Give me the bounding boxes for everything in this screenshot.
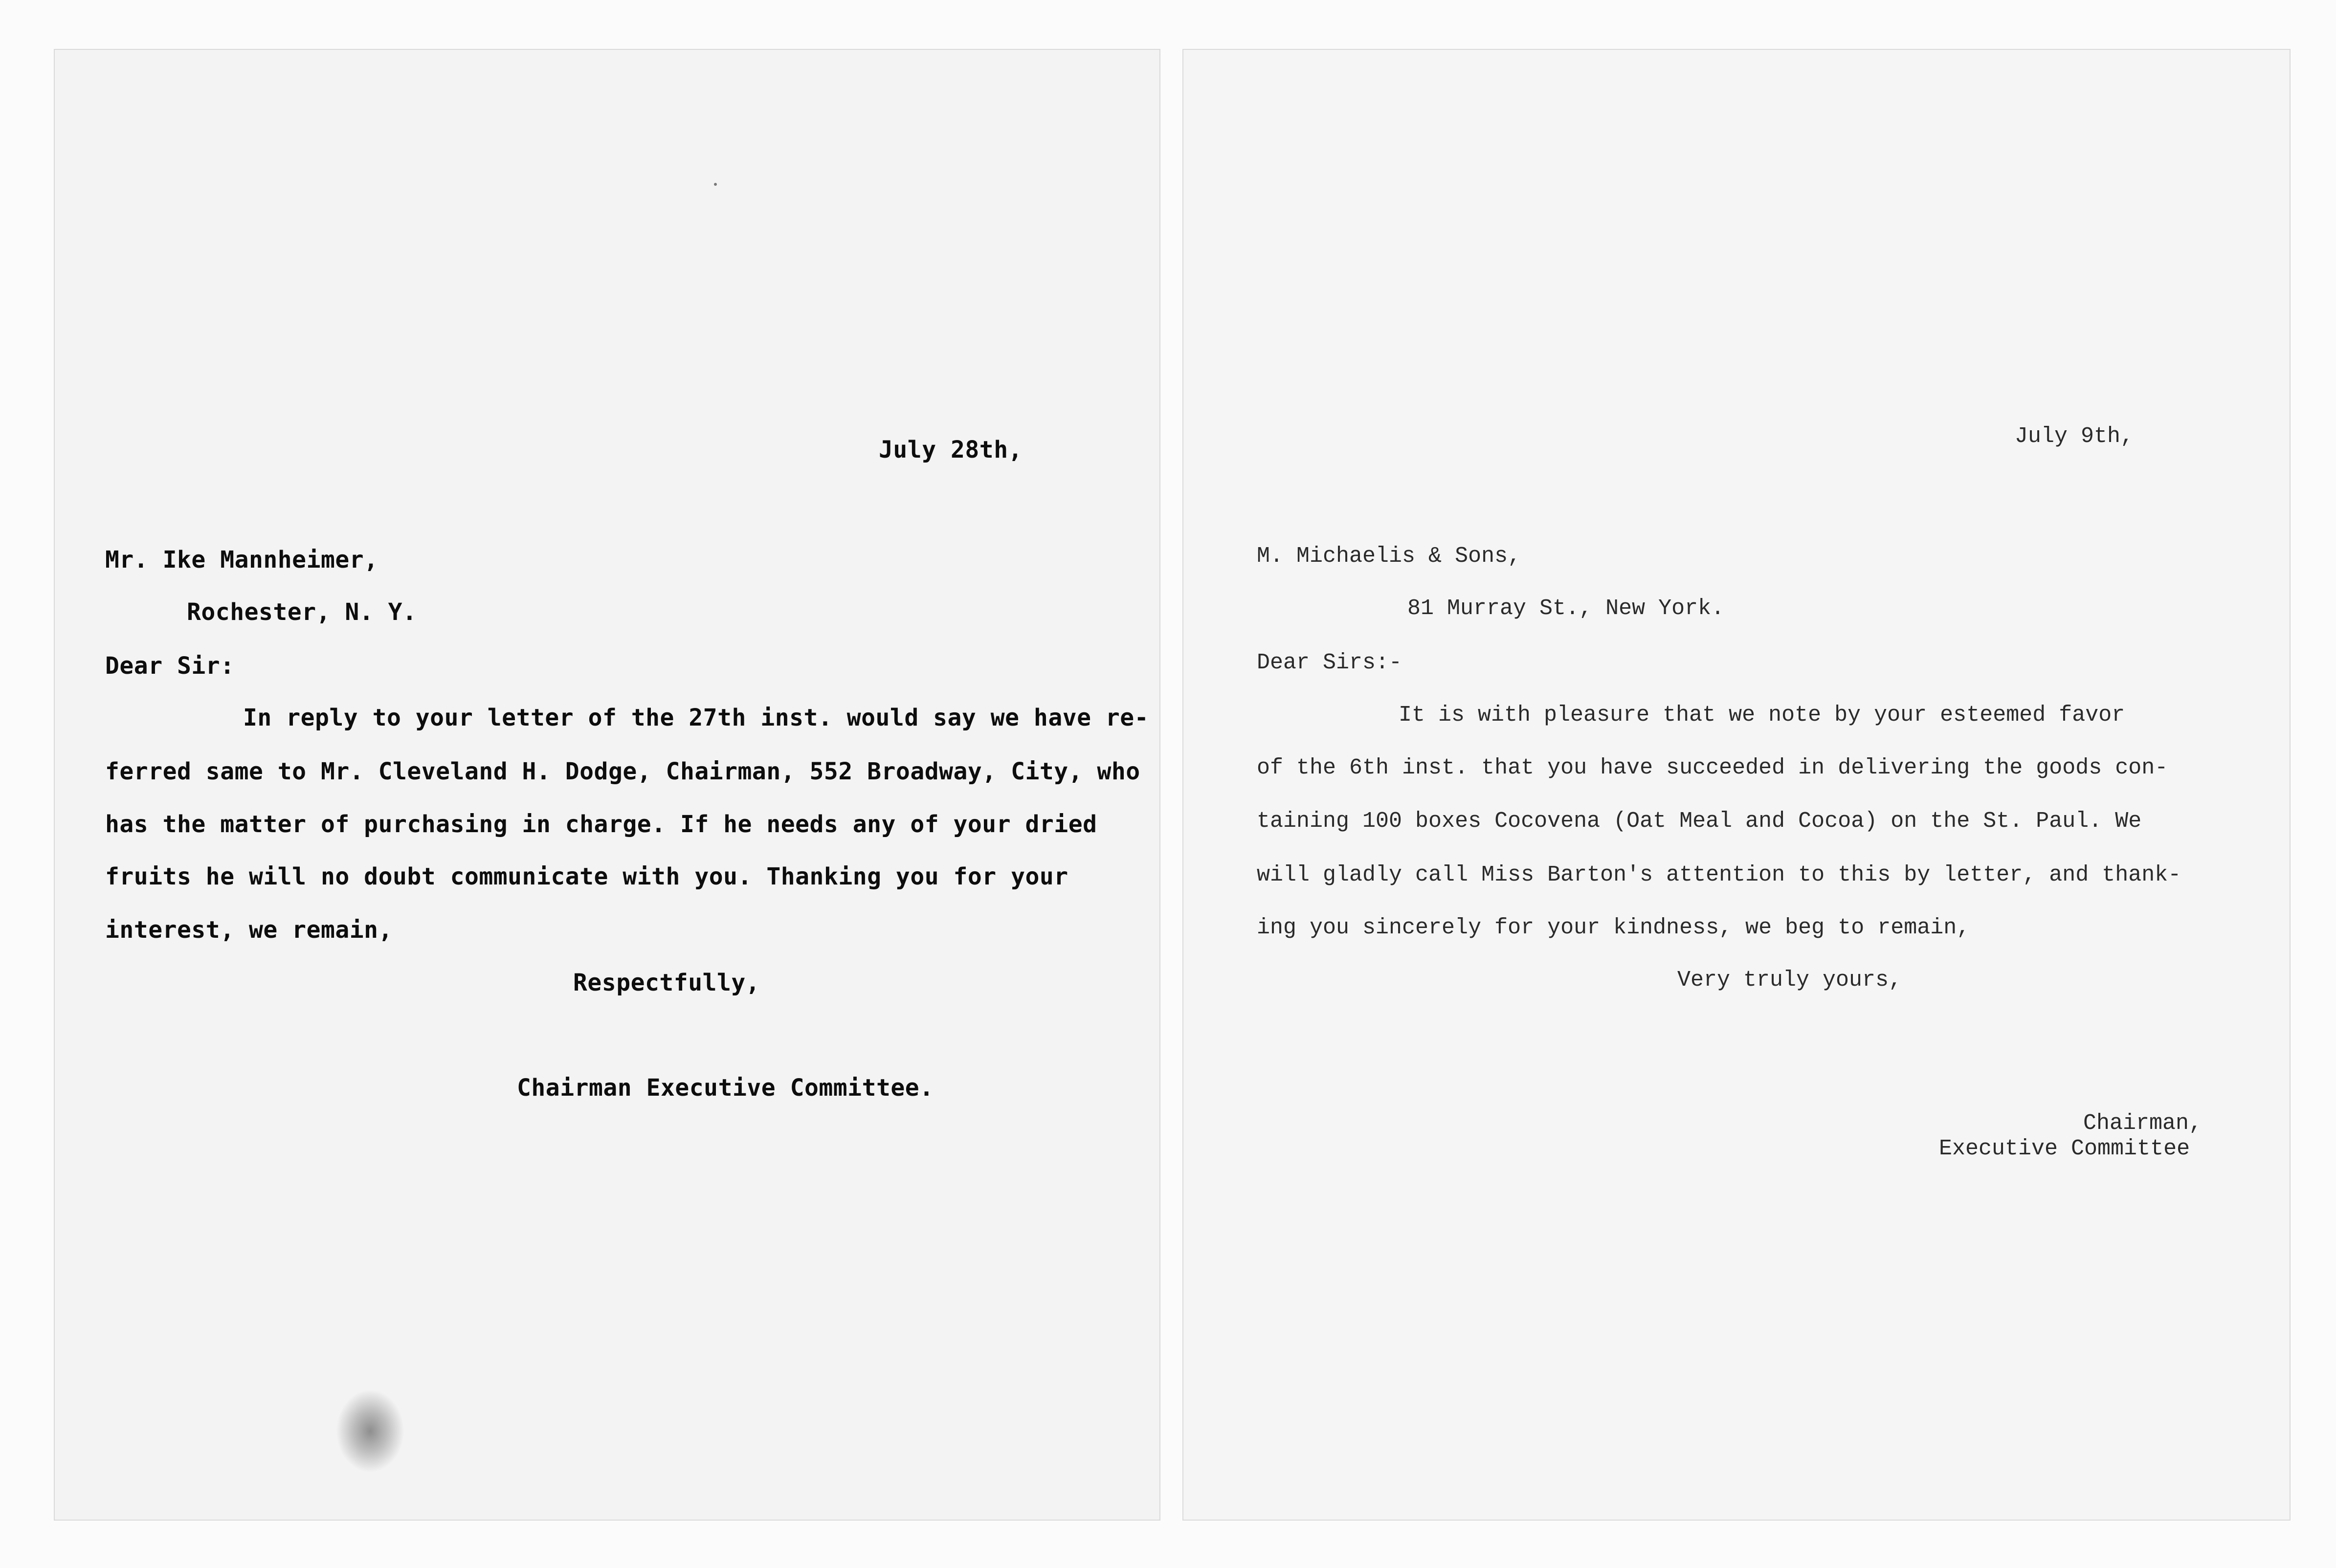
right-letter-salutation: Dear Sirs:- xyxy=(1257,650,1402,675)
paper-speck xyxy=(714,183,717,186)
right-letter-signature-title-2: Executive Committee xyxy=(1939,1136,2190,1161)
right-letter-body-line-4: will gladly call Miss Barton's attention to this by letter, and thank- xyxy=(1257,862,2181,887)
left-letter-body-line-1: In reply to your letter of the 27th inst. would say we have re- xyxy=(243,704,1149,731)
right-letter-closing: Very truly yours, xyxy=(1677,968,1902,993)
left-letter-body-line-4: fruits he will no doubt communicate with you. Thanking you for your xyxy=(105,863,1068,890)
right-letter-signature-title-1: Chairman, xyxy=(2083,1111,2203,1136)
left-letter-page xyxy=(54,49,1160,1521)
right-letter-recipient: M. Michaelis & Sons, xyxy=(1257,544,1521,569)
right-letter-page xyxy=(1182,49,2291,1521)
left-letter-body-line-2: ferred same to Mr. Cleveland H. Dodge, Chairman, 552 Broadway, City, who xyxy=(105,758,1140,785)
right-letter-body-line-2: of the 6th inst. that you have succeeded in delivering the goods con- xyxy=(1257,755,2168,780)
left-letter-closing: Respectfully, xyxy=(573,969,760,996)
right-letter-body-line-1: It is with pleasure that we note by your esteemed favor xyxy=(1399,703,2125,728)
left-letter-recipient: Mr. Ike Mannheimer, xyxy=(105,546,378,574)
right-letter-body-line-3: taining 100 boxes Cocovena (Oat Meal and Cocoa) on the St. Paul. We xyxy=(1257,809,2142,834)
right-letter-date: July 9th, xyxy=(2015,424,2134,449)
left-letter-date: July 28th, xyxy=(879,436,1023,464)
left-letter-address: Rochester, N. Y. xyxy=(187,598,417,626)
left-letter-signature-title: Chairman Executive Committee. xyxy=(517,1074,934,1102)
left-letter-salutation: Dear Sir: xyxy=(105,652,235,680)
ink-smudge xyxy=(336,1390,404,1473)
right-letter-address: 81 Murray St., New York. xyxy=(1407,596,1725,621)
left-letter-body-line-5: interest, we remain, xyxy=(105,916,393,944)
right-letter-body-line-5: ing you sincerely for your kindness, we beg to remain, xyxy=(1257,915,1970,940)
left-letter-body-line-3: has the matter of purchasing in charge. If he needs any of your dried xyxy=(105,811,1097,838)
